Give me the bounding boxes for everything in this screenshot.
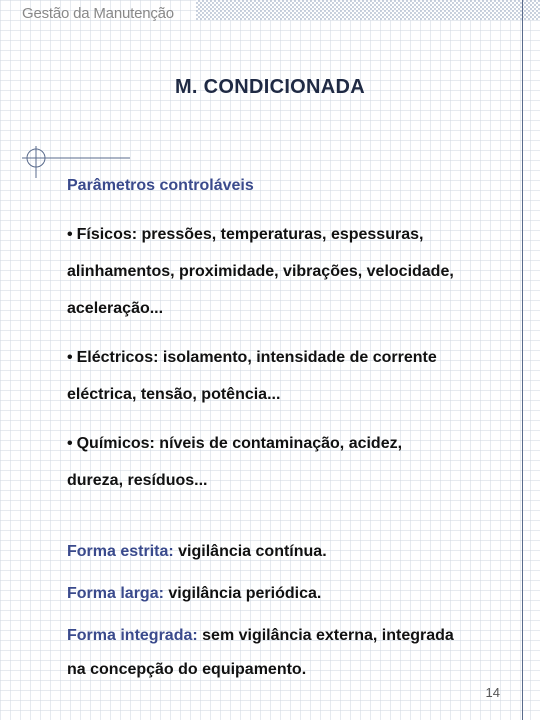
section-header-title: Gestão da Manutenção (22, 5, 174, 22)
bullet-marker: • (67, 349, 73, 366)
bullet-marker: • (67, 226, 73, 243)
forma-item (67, 577, 517, 611)
forma-text: na concepção do equipamento. (67, 661, 307, 678)
forma-text: sem vigilância externa, integrada (202, 627, 454, 644)
bullet-item (67, 425, 517, 499)
forma-text: vigilância periódica. (168, 585, 322, 602)
bullet-line: Químicos: níveis de contaminação, acidez, (76, 435, 403, 452)
slide-title: M. CONDICIONADA (174, 76, 366, 98)
bullet-line: eléctrica, tensão, potência... (67, 386, 281, 403)
header-pattern-decoration (196, 0, 540, 20)
slide-body (67, 172, 517, 687)
forma-label: Forma larga: (67, 585, 164, 602)
forma-label: Forma estrita: (67, 543, 174, 560)
bullet-item (67, 216, 517, 327)
bullet-list (67, 216, 517, 499)
bullet-line: aceleração... (67, 300, 164, 317)
forma-text: vigilância contínua. (178, 543, 327, 560)
bullet-line: Eléctricos: isolamento, intensidade de corrente (76, 349, 437, 366)
slide-subtitle: Parâmetros controláveis (67, 177, 254, 194)
right-vertical-rule (522, 0, 523, 720)
page-number: 14 (485, 685, 500, 700)
bullet-line: dureza, resíduos... (67, 472, 208, 489)
forma-item (67, 619, 517, 687)
bullet-item (67, 339, 517, 413)
bullet-marker: • (67, 435, 73, 452)
forma-item (67, 535, 517, 569)
bullet-line: alinhamentos, proximidade, vibrações, velocidade, (67, 263, 454, 280)
forma-list (67, 535, 517, 687)
bullet-line: Físicos: pressões, temperaturas, espessuras, (76, 226, 424, 243)
forma-label: Forma integrada: (67, 627, 198, 644)
